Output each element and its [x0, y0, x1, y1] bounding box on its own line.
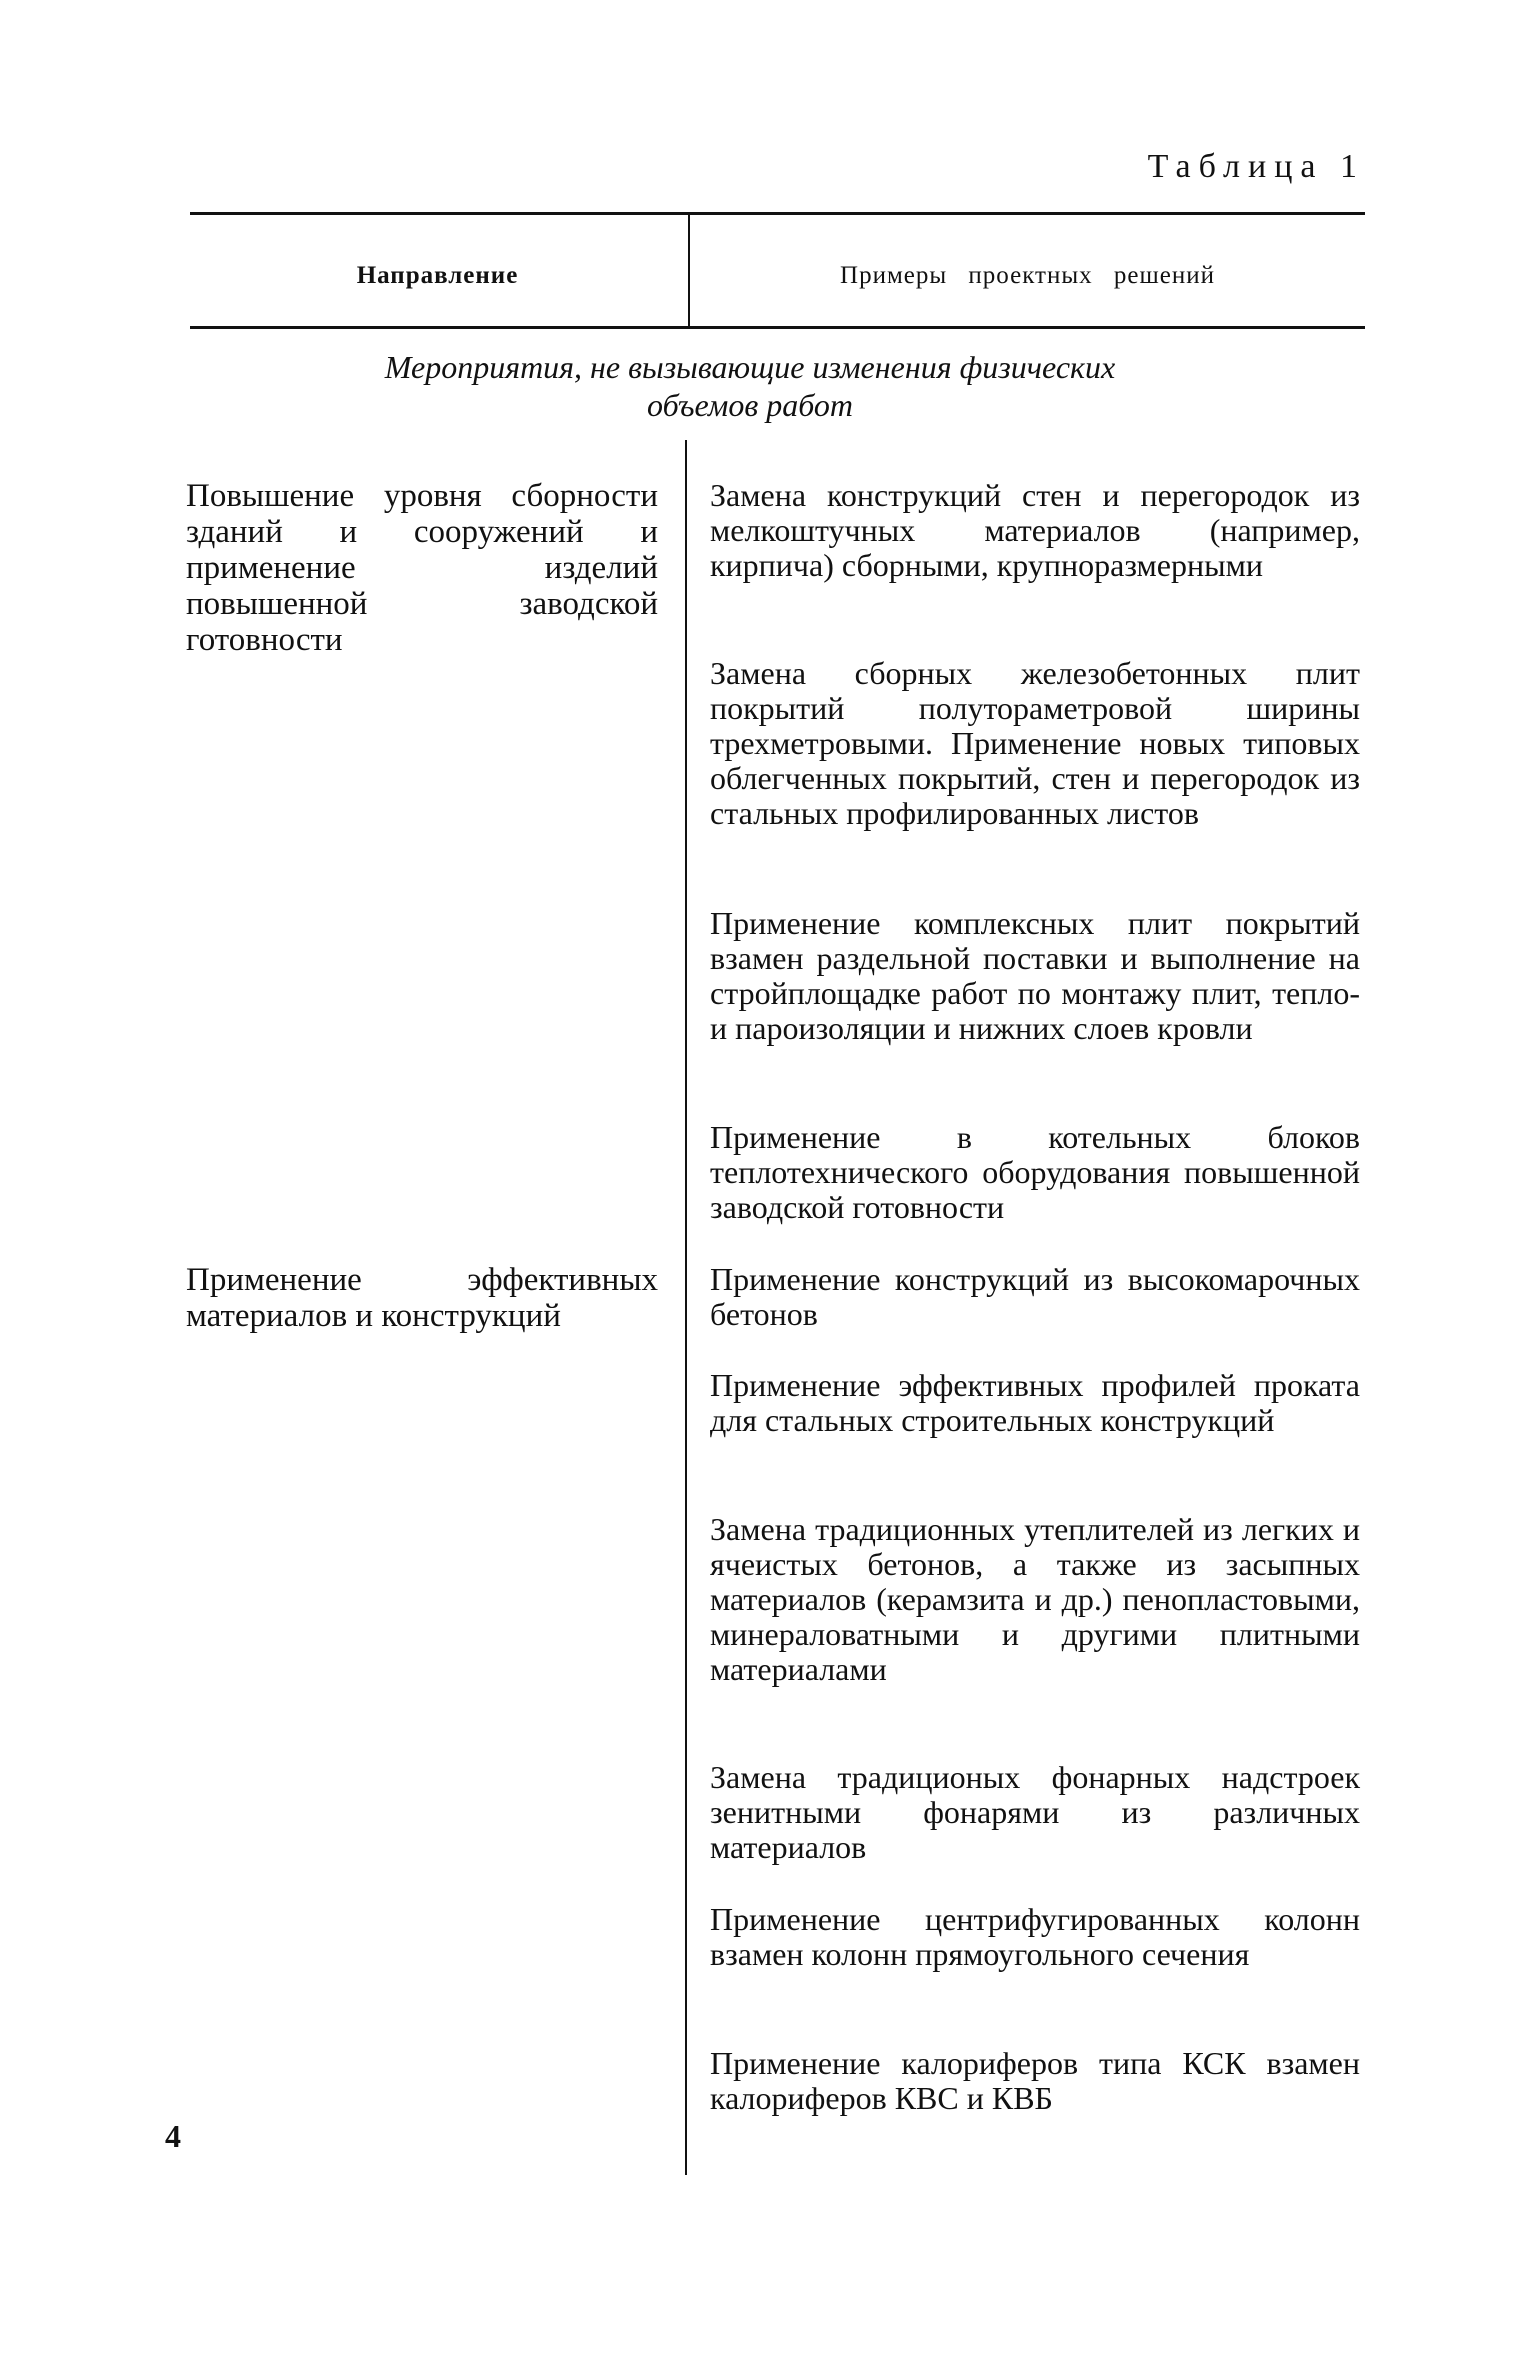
- example-cell: Замена традиционых фонарных надстроек зенитными фонарями из различных материалов: [710, 1759, 1360, 1865]
- section-heading-line: Мероприятия, не вызывающие изменения физических: [384, 349, 1116, 385]
- example-cell: Применение центрифугированных колонн взамен колонн прямоугольного сечения: [710, 1901, 1360, 1972]
- example-cell: Применение эффективных профилей проката для стальных строительных конструкций: [710, 1367, 1360, 1438]
- table-top-rule: [190, 212, 1365, 215]
- column-divider: [685, 440, 687, 2175]
- section-heading-line: объемов работ: [647, 387, 853, 423]
- column-header-examples: Примеры проектных решений: [840, 262, 1215, 289]
- page-number: 4: [165, 2118, 181, 2154]
- example-cell: Применение калориферов типа КСК взамен калориферов КВС и КВБ: [710, 2045, 1360, 2116]
- section-heading: [230, 348, 1270, 424]
- example-cell: Применение конструкций из высокомарочных бетонов: [710, 1261, 1360, 1332]
- example-cell: Замена конструкций стен и перегородок из мелкоштучных материалов (например, кирпича) сборными, крупноразмерными: [710, 477, 1360, 583]
- column-header-direction: Направление: [356, 262, 519, 289]
- header-divider: [688, 214, 690, 326]
- example-cell: Замена традиционных утеплителей из легких и ячеистых бетонов, а также из засыпных материалов (керамзита и др.) пенопластовыми, минераловатными и другими плитными материалами: [710, 1511, 1360, 1687]
- example-cell: Применение комплексных плит покрытий взамен раздельной поставки и выполнение на стройплощадке работ по монтажу плит, тепло- и пароизоляции и нижних слоев кровли: [710, 905, 1360, 1046]
- example-cell: Замена сборных железобетонных плит покрытий полутораметровой ширины трехметровыми. Применение новых типовых облегченных покрытий, стен и перегородок из стальных профилированных листов: [710, 655, 1360, 831]
- table-number: Таблица 1: [1147, 148, 1365, 185]
- direction-cell: Повышение уровня сборности зданий и сооружений и применение изделий повышенной заводской готовности: [186, 478, 658, 658]
- example-cell: Применение в котельных блоков теплотехнического оборудования повышенной заводской готовности: [710, 1119, 1360, 1225]
- direction-cell: Применение эффективных материалов и конструкций: [186, 1262, 658, 1334]
- header-bottom-rule: [190, 326, 1365, 329]
